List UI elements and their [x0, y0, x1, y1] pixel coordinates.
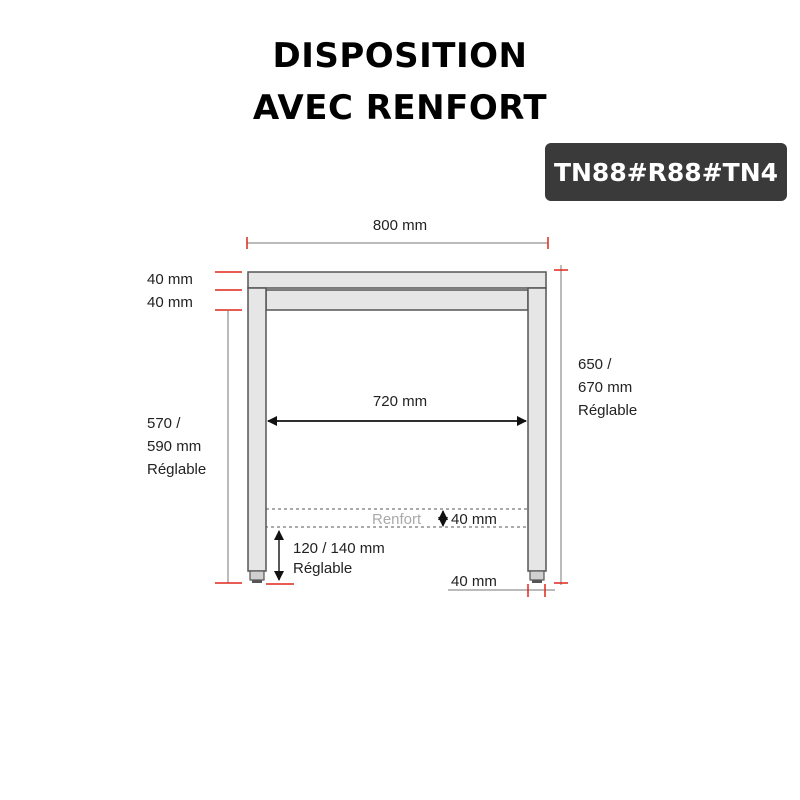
foot-pad-right: [532, 580, 542, 583]
label-inner-width: 720 mm: [372, 393, 428, 410]
dim-inner-width: [268, 393, 526, 421]
label-leg-height-1: 570 /: [147, 415, 181, 432]
label-top-thickness: 40 mm: [147, 271, 193, 288]
label-total-width: 800 mm: [372, 217, 428, 234]
reference-badge: TN88#R88#TN4: [545, 143, 787, 201]
label-total-height-1: 650 /: [578, 356, 612, 373]
dim-total-height: [554, 265, 637, 585]
foot-right: [530, 571, 544, 580]
dim-renfort: [372, 511, 497, 528]
label-foot-height-1: 120 / 140 mm: [293, 540, 385, 557]
label-renfort: Renfort: [372, 511, 422, 528]
foot-pad-left: [252, 580, 262, 583]
label-total-height-2: 670 mm: [578, 379, 633, 396]
leg-left: [248, 288, 266, 571]
dim-total-width: [247, 217, 548, 249]
label-renfort-height: 40 mm: [451, 511, 497, 528]
dim-top-apron: [147, 271, 242, 311]
dim-foot-height: [266, 531, 385, 584]
table-top: [248, 272, 546, 288]
title-line-2: AVEC RENFORT: [252, 88, 548, 128]
dim-leg-height: [147, 310, 242, 583]
apron: [266, 290, 528, 310]
label-apron-height: 40 mm: [147, 294, 193, 311]
label-leg-height-3: Réglable: [147, 461, 207, 478]
label-foot-height-2: Réglable: [293, 560, 353, 577]
label-leg-height-2: 590 mm: [147, 438, 202, 455]
label-leg-width: 40 mm: [451, 573, 497, 590]
foot-left: [250, 571, 264, 580]
table-frame: [248, 272, 546, 583]
label-total-height-3: Réglable: [578, 402, 638, 419]
leg-right: [528, 288, 546, 571]
title-line-1: DISPOSITION: [272, 36, 528, 76]
